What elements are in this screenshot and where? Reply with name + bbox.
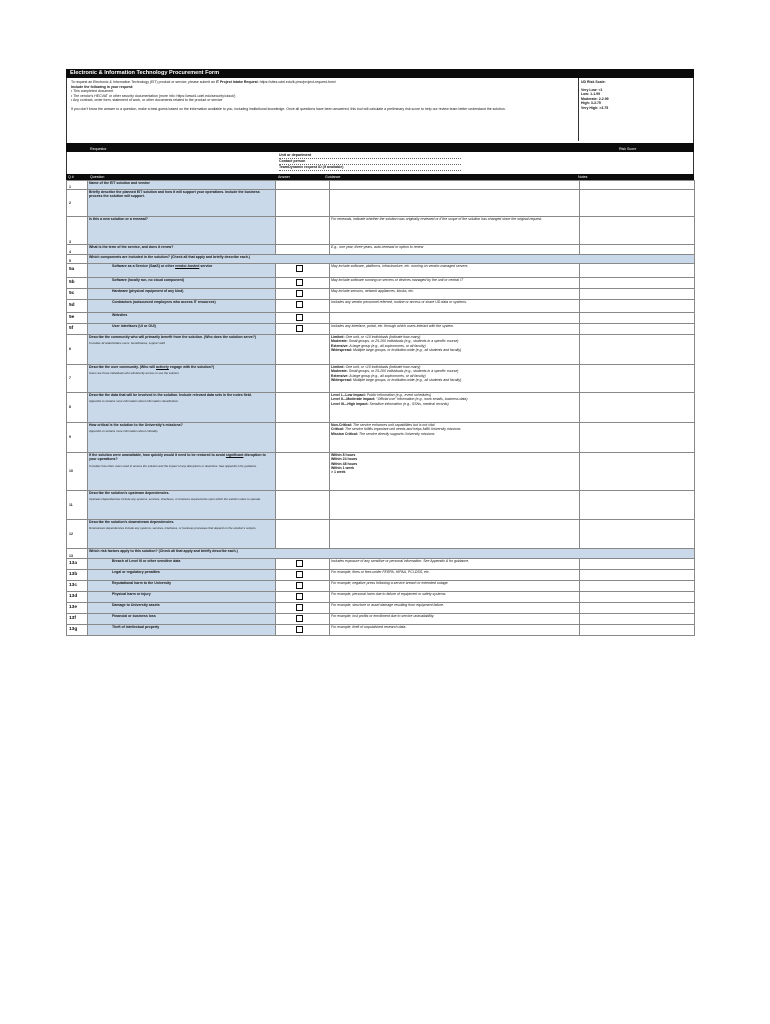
checkbox[interactable]	[296, 560, 303, 567]
q-number: 13	[67, 549, 88, 559]
requestor-label: Requestor	[90, 147, 107, 151]
notes-cell[interactable]	[580, 423, 695, 453]
question-text: Legal or regulatory penalties	[88, 570, 276, 581]
q-number: 13f	[67, 614, 88, 625]
q-number: 12	[67, 520, 88, 549]
request-id-field[interactable]: TeamDynamix request ID (if available)	[279, 164, 461, 171]
table-row	[67, 278, 695, 289]
question-hint: Upstream dependencies include any systems, services, interfaces, or business requirements upon which the solution relies to operate.	[89, 497, 261, 502]
question-text: Software as a Service (SaaS) or other vendor-hosted service	[88, 264, 276, 278]
guidance-cell	[330, 520, 580, 549]
q-number: 5f	[67, 324, 88, 335]
question-table	[66, 180, 695, 636]
notes-cell[interactable]	[580, 559, 695, 570]
question-text: Financial or business loss	[88, 614, 276, 625]
question-hint: Consider all stakeholders users, beneficiaries, support staff.	[89, 341, 166, 346]
table-row	[67, 313, 695, 324]
answer-cell[interactable]	[276, 264, 330, 278]
notes-cell[interactable]	[580, 614, 695, 625]
question-hint: Consider how often users need to access the solution and the impact of any disruptions or downtime. See Appendix A for guidance.	[89, 463, 257, 468]
guidance-cell: Limited: One unit, or <10 individuals (indicate how many) Moderate: Small groups, or 25-200 individuals (e.g., students in a specific course) Extensive: A large group (e.g., all sophomores, or all faculty) Widespread: Multiple large groups, or institution-wide (e.g., all students and faculty)	[330, 335, 580, 365]
notes-cell[interactable]	[580, 324, 695, 335]
table-row	[67, 264, 695, 278]
table-row	[67, 245, 695, 255]
request-instructions: To request an Electronic & Information Technology (EIT) product or service, please submit an IT Project Intake Request: https://sites.udel.edu/it-pmo/project-request-form/	[71, 80, 336, 84]
question-text: Damage to University assets	[88, 603, 276, 614]
q-number: 11	[67, 491, 88, 520]
answer-cell[interactable]	[276, 453, 330, 491]
contact-field[interactable]: Contact person	[279, 158, 461, 165]
q-number: 5e	[67, 313, 88, 324]
col-guidance: Guidance	[325, 175, 341, 179]
table-row	[67, 335, 695, 365]
notes-cell[interactable]	[580, 570, 695, 581]
section-text: Which components are included in the solution? (Check all that apply and briefly describe each.)	[88, 255, 695, 264]
form-title: Electronic & Information Technology Procurement Form	[66, 69, 694, 78]
question-text: If the solution were unavailable, how quickly would it need to be restored to avoid significant disruption to your operations? Consider how often users need to access the solution and the impact of any disruptions or downtime. See Appendix A for guidance.	[88, 453, 276, 491]
col-question: Question	[90, 175, 105, 179]
question-text: Reputational harm to the University	[88, 581, 276, 592]
table-row	[67, 625, 695, 636]
notes-cell[interactable]	[580, 278, 695, 289]
guidance-cell: May include sensors, network appliances, kiosks, etc.	[330, 289, 580, 300]
table-row	[67, 190, 695, 217]
table-row	[67, 520, 695, 549]
guidance-cell: Includes exposure of any sensitive or personal information. See Appendix A for guidance.	[330, 559, 580, 570]
intro-text	[71, 80, 567, 112]
notes-cell[interactable]	[580, 393, 695, 423]
answer-cell[interactable]	[276, 581, 330, 592]
answer-cell[interactable]	[276, 570, 330, 581]
question-text: Hardware (physical equipment of any kind)	[88, 289, 276, 300]
checkbox[interactable]	[296, 314, 303, 321]
guidance-cell: For renewals, indicate whether the solution was originally reviewed or if the scope of the solution has changed since the original request.	[330, 217, 580, 245]
notes-cell[interactable]	[580, 603, 695, 614]
table-row	[67, 289, 695, 300]
guidance-cell: Includes any vendor personnel referred, routine or access or share UD data or systems.	[330, 300, 580, 313]
risk-scale-item: Moderate: 2-2.99	[581, 96, 609, 101]
bullet-item: • The vendor's HECVAT or other security documentation (more info: https://www1.udel.edu/security/cloud/)	[71, 93, 236, 98]
question-text: Software (locally run, no cloud component)	[88, 278, 276, 289]
section-row	[67, 549, 695, 559]
question-text: Physical harm or injury	[88, 592, 276, 603]
answer-cell[interactable]	[276, 245, 330, 255]
question-text: Contractors (outsourced employees who access IT resources)	[88, 300, 276, 313]
guidance-cell: For example, fines or fees under FERPA, HIPAA, PCI-DSS, etc.	[330, 570, 580, 581]
risk-scale-item: Very High: >3.75	[581, 105, 609, 110]
answer-cell[interactable]	[276, 181, 330, 190]
unit-field[interactable]: Unit or department	[279, 152, 461, 159]
notes-cell[interactable]	[580, 181, 695, 190]
question-hint: Appendix A contains more information about information classification.	[89, 399, 179, 404]
section-text: Which risk factors apply to this solution? (Check all that apply and briefly describe each.)	[88, 549, 695, 559]
checkbox[interactable]	[296, 325, 303, 332]
q-number: 5c	[67, 289, 88, 300]
answer-cell[interactable]	[276, 559, 330, 570]
table-row	[67, 559, 695, 570]
notes-cell[interactable]	[580, 245, 695, 255]
q-number: 5b	[67, 278, 88, 289]
guidance-cell: May include software running on servers or devices managed by the unit or central IT	[330, 278, 580, 289]
table-row	[67, 365, 695, 393]
q-number: 7	[67, 365, 88, 393]
notes-cell[interactable]	[580, 365, 695, 393]
answer-cell[interactable]	[276, 289, 330, 300]
table-row	[67, 393, 695, 423]
question-text: What is the term of the service, and does it renew?	[88, 245, 276, 255]
q-number: 3	[67, 217, 88, 245]
answer-cell[interactable]	[276, 614, 330, 625]
answer-cell[interactable]	[276, 520, 330, 549]
table-row	[67, 603, 695, 614]
table-row	[67, 581, 695, 592]
guidance-cell: May include software, platforms, infrastructure, etc. running on vendor-managed servers	[330, 264, 580, 278]
table-row	[67, 324, 695, 335]
request-link[interactable]: : https://sites.udel.edu/it-pmo/project-request-form/	[257, 80, 336, 84]
section-row	[67, 255, 695, 264]
notes-cell[interactable]	[580, 313, 695, 324]
answer-cell[interactable]	[276, 365, 330, 393]
answer-cell[interactable]	[276, 300, 330, 313]
q-number: 2	[67, 190, 88, 217]
guidance-cell	[330, 190, 580, 217]
answer-cell[interactable]	[276, 190, 330, 217]
question-text: Describe the user community. (Who will actively engage with the solution?) Users are those individuals who will directly access or use the solution.	[88, 365, 276, 393]
col-notes: Notes	[578, 175, 588, 179]
notes-cell[interactable]	[580, 520, 695, 549]
notes-cell[interactable]	[580, 592, 695, 603]
requestor-details	[66, 152, 694, 174]
table-row	[67, 217, 695, 245]
answer-cell[interactable]	[276, 592, 330, 603]
question-text: Theft of intellectual property	[88, 625, 276, 636]
answer-cell[interactable]	[276, 217, 330, 245]
notes-cell[interactable]	[580, 300, 695, 313]
answer-cell[interactable]	[276, 335, 330, 365]
checkbox[interactable]	[296, 593, 303, 600]
guidance-cell	[330, 181, 580, 190]
risk-scale-heading: UD Risk Scale:	[581, 80, 606, 84]
question-text: How critical is the solution to the University's missions? Appendix A contains more information about criticality.	[88, 423, 276, 453]
q-number: 8	[67, 393, 88, 423]
q-number: 13c	[67, 581, 88, 592]
checkbox[interactable]	[296, 582, 303, 589]
risk-scale-item: Low: 1-1.99	[581, 92, 601, 97]
notes-cell[interactable]	[580, 264, 695, 278]
q-number: 13b	[67, 570, 88, 581]
q-number: 4	[67, 245, 88, 255]
answer-cell[interactable]	[276, 278, 330, 289]
table-row	[67, 453, 695, 491]
q-number: 5	[67, 255, 88, 264]
answer-cell[interactable]	[276, 625, 330, 636]
notes-cell[interactable]	[580, 625, 695, 636]
answer-cell[interactable]	[276, 313, 330, 324]
guidance-cell: Level I—Low impact: Public information (e.g., event schedules) Level II—Moderate impact: "Official use" information (e.g., work emails, business data) Level III—High impact: Sensitive information (e.g., SSNs, medical records)	[330, 393, 580, 423]
question-text: Name of the EIT solution and vendor	[88, 181, 276, 190]
guidance-cell	[330, 313, 580, 324]
procurement-form	[66, 69, 694, 636]
risk-score-label: Risk Score	[619, 147, 637, 151]
include-heading: Include the following in your request:	[71, 84, 134, 89]
checkbox[interactable]	[296, 265, 303, 272]
question-hint: Appendix A contains more information about criticality.	[89, 429, 159, 434]
checkbox[interactable]	[296, 615, 303, 622]
guidance-cell: For example, structure or asset damage resulting from equipment failure.	[330, 603, 580, 614]
checkbox[interactable]	[296, 571, 303, 578]
question-text: User interfaces (UI or GUI)	[88, 324, 276, 335]
notes-cell[interactable]	[580, 335, 695, 365]
guidance-cell: Limited: One unit, or <10 individuals (indicate how many) Moderate: Small groups, or 25-200 individuals (e.g., students in a specific course) Extensive: A large group (e.g., all sophomores, or all faculty) Widespread: Multiple large groups, or institution-wide (e.g., all students and faculty)	[330, 365, 580, 393]
column-header-bar	[66, 174, 694, 180]
table-row	[67, 181, 695, 190]
question-text: Describe the data that will be involved in the solution. Include relevant data sets in the notes field. Appendix A contains more information about information classification.	[88, 393, 276, 423]
notes-cell[interactable]	[580, 581, 695, 592]
table-row	[67, 592, 695, 603]
answer-cell[interactable]	[276, 603, 330, 614]
checkbox[interactable]	[296, 279, 303, 286]
guidance-cell: For example, lost profits or enrollment due to service unavailability.	[330, 614, 580, 625]
checkbox[interactable]	[296, 290, 303, 297]
question-text: Websites	[88, 313, 276, 324]
bullet-item: • This completed document	[71, 89, 114, 94]
checkbox[interactable]	[296, 604, 303, 611]
guidance-cell: For example, negative press following a service breach or extended outage.	[330, 581, 580, 592]
question-text: Breach of Level III or other sensitive data	[88, 559, 276, 570]
question-hint: Downstream dependencies include any systems, services, interfaces, or business processes that depend on the solution's outputs.	[89, 526, 257, 531]
question-hint: Users are those individuals who will directly access or use the solution.	[89, 371, 180, 376]
table-row	[67, 300, 695, 313]
checkbox[interactable]	[296, 626, 303, 633]
question-text: Describe the community who will primarily benefit from the solution. (Who does the solution serve?) Consider all stakeholders users, beneficiaries, support staff.	[88, 335, 276, 365]
q-number: 13d	[67, 592, 88, 603]
answer-cell[interactable]	[276, 491, 330, 520]
intro-note: If you don't know the answer to a question, make a best guess based on the information available to you, including institutional knowledge. Once all questions have been answered, this tool will calculate a preliminary risk score to help our review team better understand the solution.	[71, 106, 506, 111]
q-number: 1	[67, 181, 88, 190]
answer-cell[interactable]	[276, 324, 330, 335]
q-number: 13a	[67, 559, 88, 570]
bullet-item: • Any contract, order form, statement of work, or other documents related to the product or service	[71, 98, 223, 103]
risk-scale	[578, 78, 691, 141]
risk-scale-item: Very Low: <1	[581, 87, 603, 92]
answer-cell[interactable]	[276, 393, 330, 423]
table-row	[67, 491, 695, 520]
q-number: 6	[67, 335, 88, 365]
q-number: 10	[67, 453, 88, 491]
guidance-cell: Includes any interface, portal, etc. through which users interact with the system.	[330, 324, 580, 335]
table-row	[67, 423, 695, 453]
notes-cell[interactable]	[580, 217, 695, 245]
guidance-cell: Within 8 hours Within 24 hours Within 48 hours Within 1 week > 1 week	[330, 453, 580, 491]
guidance-cell	[330, 491, 580, 520]
guidance-cell: For example, theft of unpublished research data.	[330, 625, 580, 636]
notes-cell[interactable]	[580, 491, 695, 520]
question-text: Briefly describe the planned EIT solution and how it will support your operations. Include the business process the solution will support.	[88, 190, 276, 217]
risk-scale-item: High: 3-3.75	[581, 101, 601, 106]
col-q-number: Q #	[68, 175, 74, 179]
notes-cell[interactable]	[580, 289, 695, 300]
guidance-cell: For example, personal harm due to failure of equipment or safety systems.	[330, 592, 580, 603]
q-number: 13e	[67, 603, 88, 614]
checkbox[interactable]	[296, 301, 303, 308]
q-number: 5a	[67, 264, 88, 278]
col-answer: Answer	[278, 175, 290, 179]
question-text: Describe the solution's upstream dependencies. Upstream dependencies include any systems, services, interfaces, or business requirements upon which the solution relies to operate.	[88, 491, 276, 520]
question-text: Is this a new solution or a renewal?	[88, 217, 276, 245]
q-number: 13g	[67, 625, 88, 636]
notes-cell[interactable]	[580, 453, 695, 491]
table-row	[67, 614, 695, 625]
notes-cell[interactable]	[580, 190, 695, 217]
intro-section	[66, 78, 694, 141]
table-row	[67, 570, 695, 581]
q-number: 9	[67, 423, 88, 453]
guidance-cell: Non-Critical: The service enhances unit capabilities but is not vital Critical: The service fulfills important unit needs and helps fulfill University missions Mission Critical: The service directly supports University missions	[330, 423, 580, 453]
answer-cell[interactable]	[276, 423, 330, 453]
question-text: Describe the solution's downstream dependencies. Downstream dependencies include any systems, services, interfaces, or business processes that depend on the solution's outputs.	[88, 520, 276, 549]
guidance-cell: E.g., one year, three years, auto-renewal or option to renew	[330, 245, 580, 255]
q-number: 5d	[67, 300, 88, 313]
